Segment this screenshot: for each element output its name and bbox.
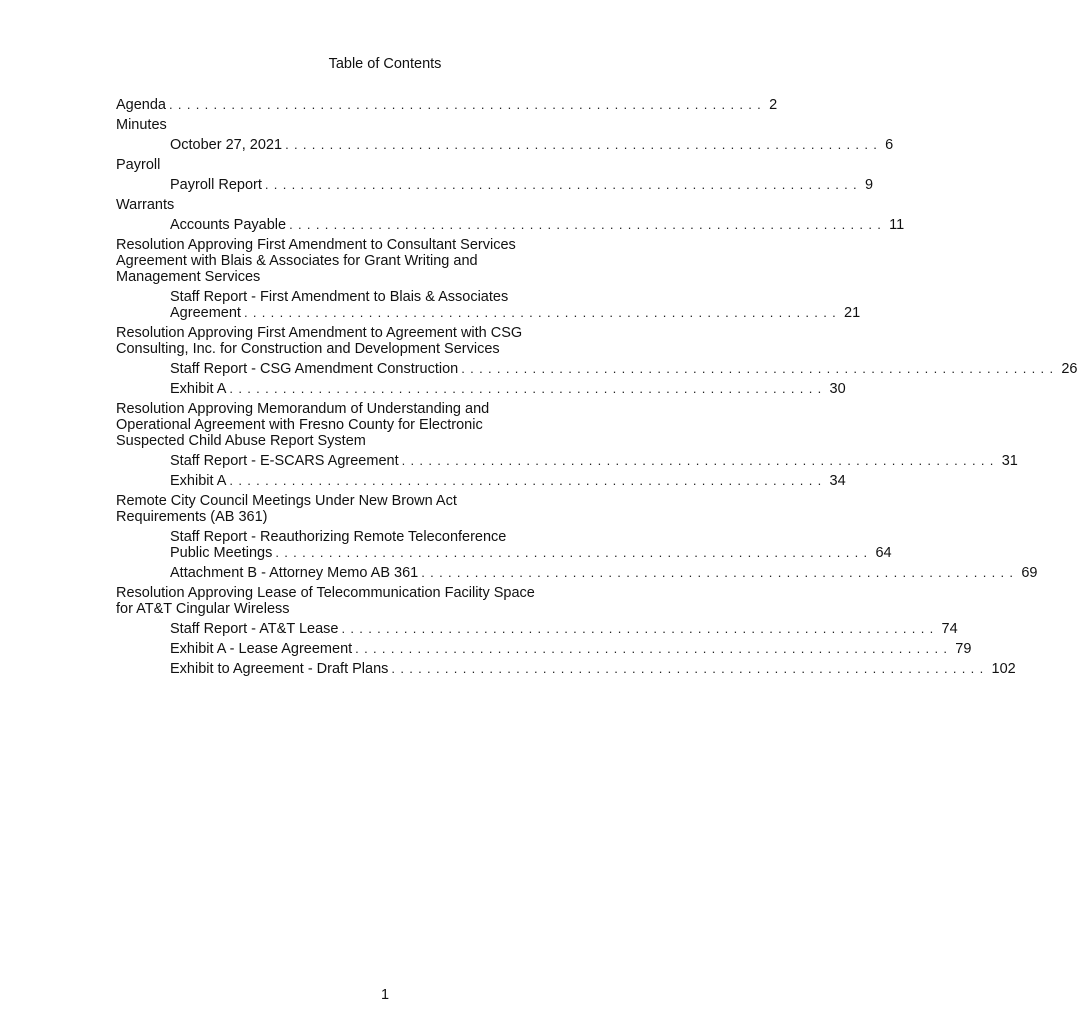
toc-section-att-lease: Resolution Approving Lease of Telecommunication Facility Space for AT&T Cingular Wireless <box>116 585 535 617</box>
toc-entry-label: Staff Report - Reauthorizing Remote Teleconference <box>170 529 507 545</box>
toc-entry-label: Exhibit A - Lease Agreement <box>170 641 353 657</box>
toc-entry-label: October 27, 2021 <box>170 137 283 153</box>
toc-entry-remote-staff-report[interactable] <box>116 529 892 561</box>
toc-entry-escars-staff-report[interactable] <box>116 453 1018 469</box>
toc-entry-blais-staff-report[interactable] <box>116 289 861 321</box>
toc-entry-label-cont: Public Meetings <box>170 545 273 561</box>
toc-entry-att-exhibit-a[interactable] <box>116 641 972 657</box>
toc-entry-label: Staff Report - CSG Amendment Construction <box>170 361 459 377</box>
dot-leader: ................................................................... <box>355 641 953 656</box>
dot-leader: ................................................................... <box>421 565 1019 580</box>
toc-entry-csg-staff-report[interactable] <box>116 361 1078 377</box>
toc-entry-payroll-report[interactable] <box>116 177 874 193</box>
toc-section-csg: Resolution Approving First Amendment to Agreement with CSG Consulting, Inc. for Construction and Development Services <box>116 325 523 357</box>
dot-leader: ................................................................... <box>169 97 767 112</box>
toc-page-number: 69 <box>1021 565 1038 581</box>
dot-leader: ................................................................... <box>243 305 842 320</box>
toc-entry-att-draft-plans[interactable] <box>116 661 1016 677</box>
dot-leader: ................................................................... <box>341 621 939 636</box>
toc-entry-remote-attachment-b[interactable] <box>116 565 1038 581</box>
toc-entry-label: Staff Report - First Amendment to Blais & Associates <box>170 289 509 305</box>
toc-page-number: 102 <box>991 661 1016 677</box>
toc-entry-label: Payroll Report <box>170 177 262 193</box>
page-title: Table of Contents <box>328 56 442 72</box>
toc-entry-label: Staff Report - E-SCARS Agreement <box>170 453 399 469</box>
toc-page-number: 64 <box>875 545 892 561</box>
toc-page-number: 31 <box>1001 453 1018 469</box>
toc-page-number: 2 <box>769 97 778 113</box>
dot-leader: ................................................................... <box>264 177 862 192</box>
toc-entry-label: Attachment B - Attorney Memo AB 361 <box>170 565 419 581</box>
toc-section-remote-meetings: Remote City Council Meetings Under New Brown Act Requirements (AB 361) <box>116 493 457 525</box>
footer-page-number: 1 <box>380 987 390 1003</box>
toc-section-minutes: Minutes <box>116 117 167 133</box>
toc-entry-label: Exhibit to Agreement - Draft Plans <box>170 661 389 677</box>
toc-entry-minutes-oct27[interactable] <box>116 137 894 153</box>
toc-entry-accounts-payable[interactable] <box>116 217 905 233</box>
toc-entry-att-staff-report[interactable] <box>116 621 958 637</box>
toc-section-blais: Resolution Approving First Amendment to Consultant Services Agreement with Blais & Associates for Grant Writing and Management Services <box>116 237 516 285</box>
dot-leader: ................................................................... <box>391 661 989 676</box>
toc-entry-escars-exhibit-a[interactable] <box>116 473 846 489</box>
toc-entry-label: Accounts Payable <box>170 217 287 233</box>
dot-leader: ................................................................... <box>401 453 999 468</box>
dot-leader: ................................................................... <box>461 361 1059 376</box>
dot-leader: ................................................................... <box>229 473 827 488</box>
toc-page-number: 26 <box>1061 361 1078 377</box>
toc-page-number: 11 <box>889 217 905 233</box>
table-of-contents <box>116 97 1078 677</box>
dot-leader: ................................................................... <box>229 381 827 396</box>
toc-entry-label: Exhibit A <box>170 381 227 397</box>
toc-entry-agenda[interactable] <box>116 97 778 113</box>
toc-section-warrants: Warrants <box>116 197 175 213</box>
dot-leader: ................................................................... <box>289 217 887 232</box>
dot-leader: ................................................................... <box>285 137 883 152</box>
toc-page-number: 30 <box>829 381 846 397</box>
toc-entry-label: Agenda <box>116 97 166 113</box>
toc-entry-label-cont: Agreement <box>170 305 241 321</box>
toc-page-number: 34 <box>829 473 846 489</box>
toc-page-number: 74 <box>941 621 958 637</box>
toc-entry-label: Staff Report - AT&T Lease <box>170 621 339 637</box>
toc-entry-csg-exhibit-a[interactable] <box>116 381 846 397</box>
toc-page-number: 6 <box>885 137 894 153</box>
toc-page-number: 21 <box>844 305 861 321</box>
toc-page-number: 9 <box>864 177 874 193</box>
toc-page-number: 79 <box>955 641 972 657</box>
dot-leader: ................................................................... <box>275 545 873 560</box>
toc-section-payroll: Payroll <box>116 157 161 173</box>
toc-section-escars: Resolution Approving Memorandum of Understanding and Operational Agreement with Fresno County for Electronic Suspected Child Abuse Report System <box>116 401 490 449</box>
toc-entry-label: Exhibit A <box>170 473 227 489</box>
